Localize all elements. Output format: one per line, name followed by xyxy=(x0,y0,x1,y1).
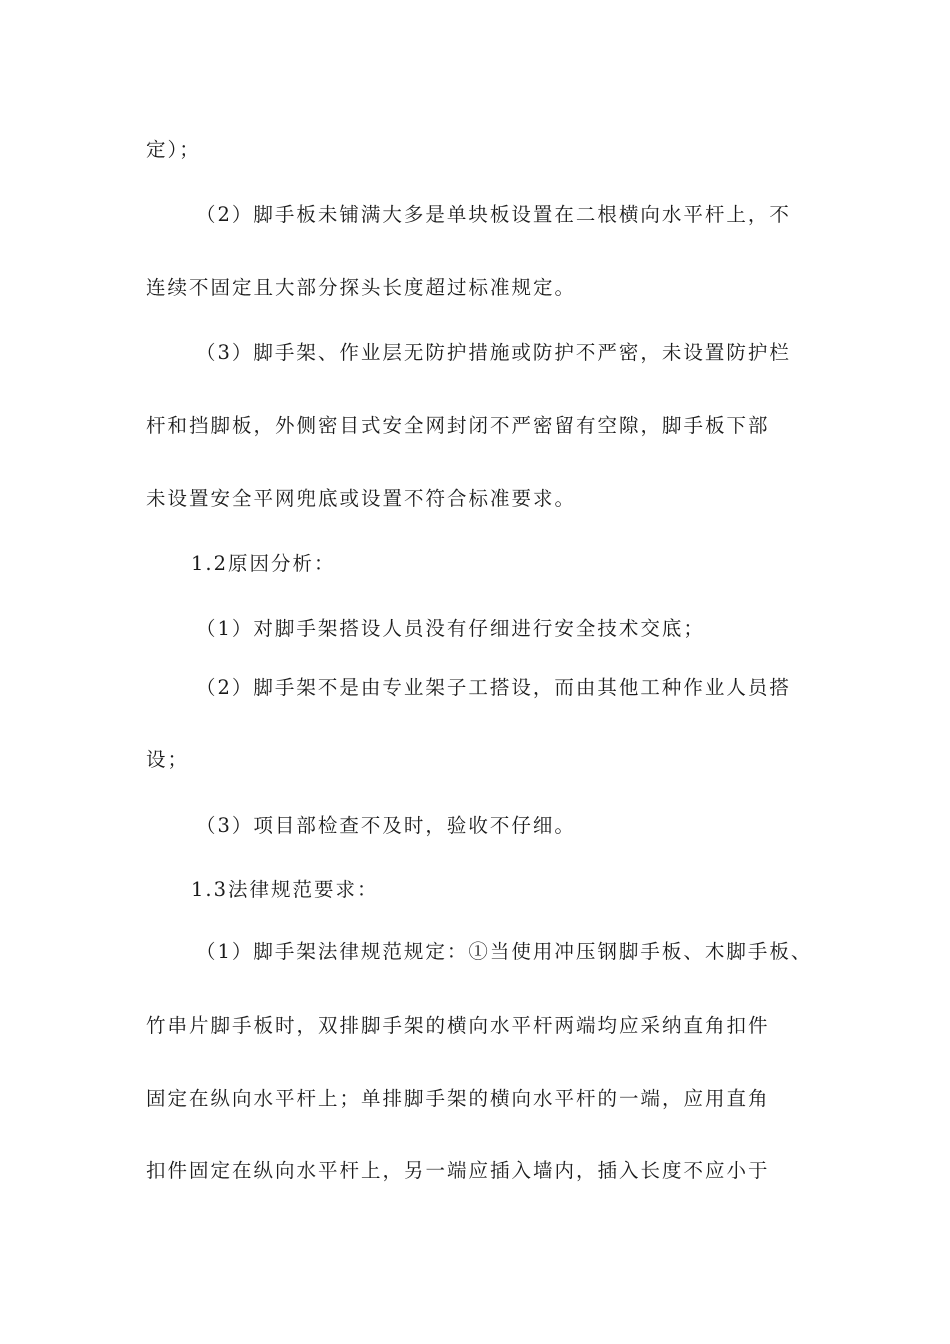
text-line: 未设置安全平网兜底或设置不符合标准要求。 xyxy=(146,487,577,510)
text-line: 杆和挡脚板，外侧密目式安全网封闭不严密留有空隙，脚手板下部 xyxy=(146,414,770,437)
section-heading: 1.2原因分析： xyxy=(191,552,336,575)
text-line: （1）对脚手架搭设人员没有仔细进行安全技术交底； xyxy=(196,617,705,640)
text-line: 竹串片脚手板时，双排脚手架的横向水平杆两端均应采纳直角扣件 xyxy=(146,1014,770,1037)
text-line: 固定在纵向水平杆上；单排脚手架的横向水平杆的一端，应用直角 xyxy=(146,1087,770,1110)
text-line: （2）脚手架不是由专业架子工搭设，而由其他工种作业人员搭 xyxy=(196,676,791,699)
section-heading: 1.3法律规范要求： xyxy=(191,878,379,901)
text-line: 连续不固定且大部分探头长度超过标准规定。 xyxy=(146,276,577,299)
text-line: （3）脚手架、作业层无防护措施或防护不严密，未设置防护栏 xyxy=(196,341,791,364)
text-line: （2）脚手板未铺满大多是单块板设置在二根横向水平杆上，不 xyxy=(196,203,791,226)
text-line: （1）脚手架法律规范规定：①当使用冲压钢脚手板、木脚手板、 xyxy=(196,940,813,963)
text-line: 定）； xyxy=(146,138,201,161)
text-line: 扣件固定在纵向水平杆上，另一端应插入墙内，插入长度不应小于 xyxy=(146,1159,770,1182)
text-line: （3）项目部检查不及时，验收不仔细。 xyxy=(196,814,576,837)
text-line: 设； xyxy=(146,748,190,771)
